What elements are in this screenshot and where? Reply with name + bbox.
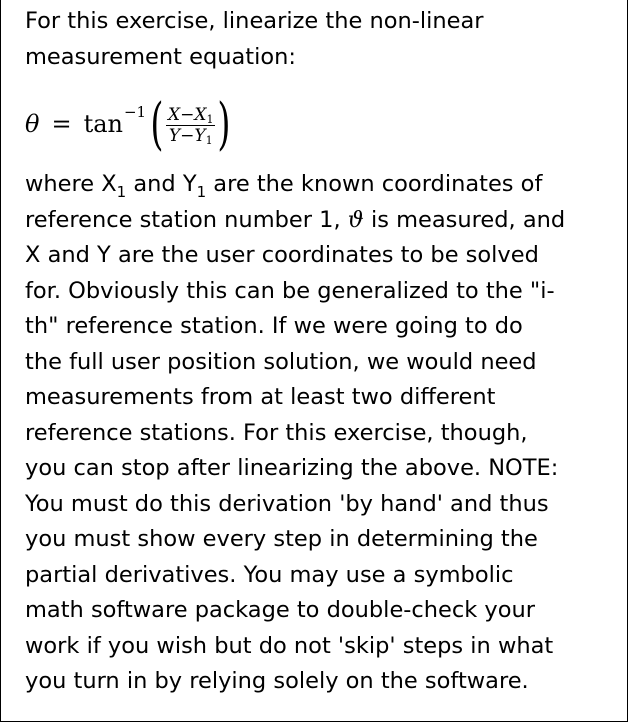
vartheta-symbol: ϑ [347,206,364,233]
body-line-1: where $X_1$ and $Y_1$ are the known coordinates of [25,171,543,201]
fraction-numerator: $X-X_1$ [167,104,214,126]
intro-paragraph [25,4,617,75]
equation-superscript: −1 [123,103,147,122]
body-line-2: reference station number 1, ϑ is measured, and [25,206,566,233]
equation-function: tan [83,110,123,139]
body-line-12: partial derivatives. You may use a symbolic [25,561,514,588]
body-line-6: the full user position solution, we would need [25,348,537,375]
body-line-10: You must do this derivation 'by hand' and thus [25,490,549,517]
equation-equals: = [51,110,72,139]
left-paren-icon: ( [150,92,164,157]
body-line-13: math software package to double-check your [25,597,536,623]
body-line-14: work if you wish but do not 'skip' steps in what [25,632,554,659]
intro-line-1: For this exercise, linearize the non-linear [25,8,484,34]
body-line-11: you must show every step in determining the [25,526,538,552]
measurement-equation [25,89,617,161]
equation-fraction [166,105,215,146]
body-line-7: measurements from at least two different [25,384,496,410]
body-line-4: for. Obviously this can be generalized to the "i- [25,277,555,304]
body-line-3: X and Y are the user coordinates to be solved [25,242,539,268]
fraction-denominator: $Y-Y_1$ [168,125,213,147]
body-line-15: you turn in by relying solely on the software. [25,668,529,694]
right-paren-icon: ) [217,92,231,157]
exercise-text [25,4,617,700]
equation-lhs: θ [25,110,40,139]
body-line-8: reference stations. For this exercise, though, [25,419,528,446]
body-line-5: th" reference station. If we were going to do [25,313,523,339]
intro-line-2: measurement equation: [25,43,296,70]
body-line-9: you can stop after linearizing the above. NOTE: [25,455,559,481]
body-paragraph [25,167,617,700]
